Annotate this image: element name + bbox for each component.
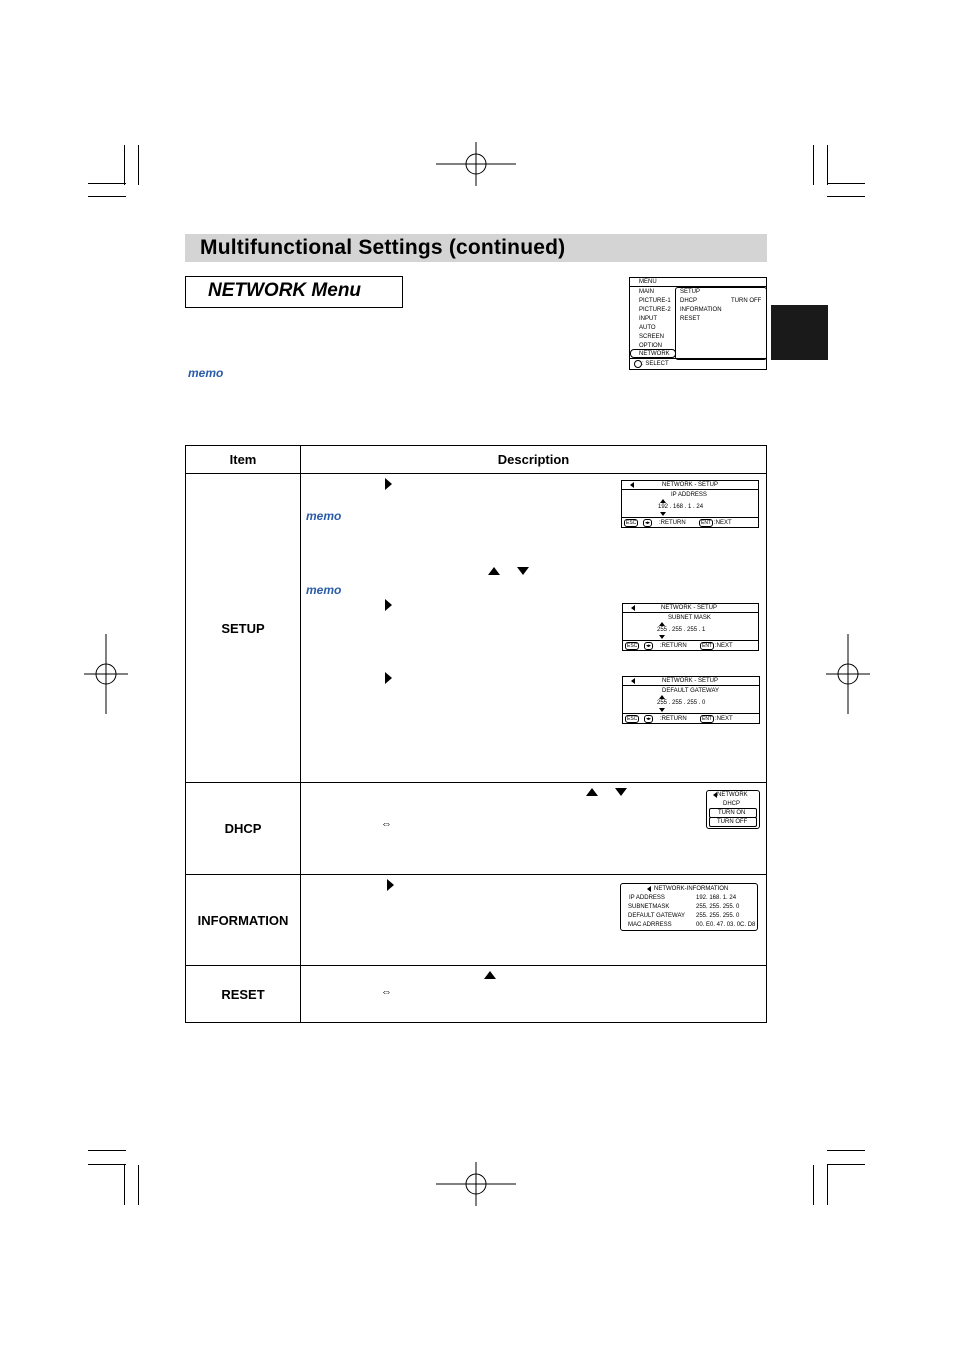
memo-label: memo xyxy=(188,366,224,380)
select-icon xyxy=(634,360,642,368)
osd-info-label-gateway: DEFAULT GATEWAY xyxy=(628,913,686,919)
osd-gateway-value: 255 . 255 . 255 . 0 xyxy=(657,700,706,706)
osd-sub-item-dhcp: DHCP xyxy=(680,298,698,304)
menu-key-icon: ◂▸ xyxy=(645,520,651,526)
osd-ip-title: NETWORK - SETUP xyxy=(662,482,719,488)
menu-key-icon: ◂▸ xyxy=(646,643,652,649)
back-arrow-icon xyxy=(631,678,635,684)
down-arrow-icon xyxy=(659,635,665,639)
osd-menu-item-input: INPUT xyxy=(639,316,657,322)
osd-menu-header: MENU xyxy=(639,279,657,285)
back-arrow-icon xyxy=(647,886,651,892)
osd-ip-label: IP ADDRESS xyxy=(671,492,707,498)
osd-menu-item-network: NETWORK xyxy=(639,351,670,357)
osd-sub-item-information: INFORMATION xyxy=(680,307,722,313)
back-arrow-icon xyxy=(630,482,634,488)
down-arrow-icon xyxy=(659,708,665,712)
esc-key-icon: ESC xyxy=(626,520,637,526)
osd-info-value-subnet: 255. 255. 255. 0 xyxy=(696,904,740,910)
osd-default-gateway xyxy=(622,676,760,724)
row-label-reset: RESET xyxy=(186,966,301,1023)
osd-return-label: :RETURN xyxy=(660,643,687,649)
registration-target-top xyxy=(436,142,516,186)
osd-info-value-gateway: 255. 255. 255. 0 xyxy=(696,913,740,919)
section-title-box xyxy=(185,276,403,308)
menu-key-icon: ◂▸ xyxy=(646,716,652,722)
memo-label-setup-1: memo xyxy=(306,509,342,523)
osd-menu-item-main: MAIN xyxy=(639,289,654,295)
osd-info-value-ip: 192. 168. 1. 24 xyxy=(696,895,737,901)
osd-dhcp xyxy=(706,790,760,829)
osd-next-label: :NEXT xyxy=(714,520,732,526)
registration-target-bottom xyxy=(436,1162,516,1206)
enter-key-icon: ENT xyxy=(702,643,712,649)
enter-key-icon: ENT xyxy=(702,716,712,722)
osd-return-label: :RETURN xyxy=(660,716,687,722)
row-label-dhcp: DHCP xyxy=(186,783,301,875)
osd-dhcp-option-on: TURN ON xyxy=(718,810,746,816)
osd-info-label-mac: MAC ADRRESS xyxy=(628,922,672,928)
registration-target-right xyxy=(826,634,870,714)
main-menu-osd xyxy=(629,277,767,370)
row-description-dhcp xyxy=(301,783,767,875)
esc-key-icon: ESC xyxy=(627,643,638,649)
osd-sub-item-reset: RESET xyxy=(680,316,701,322)
esc-key-icon: ESC xyxy=(627,716,638,722)
back-arrow-icon xyxy=(631,605,635,611)
osd-info-label-subnet: SUBNETMASK xyxy=(628,904,670,910)
osd-sub-item-setup: SETUP xyxy=(680,289,701,295)
osd-dhcp-option-off: TURN OFF xyxy=(717,819,748,825)
osd-menu-item-picture2: PICTURE-2 xyxy=(639,307,671,313)
osd-dhcp-value: TURN OFF xyxy=(731,298,762,304)
osd-gateway-title: NETWORK - SETUP xyxy=(662,678,719,684)
osd-dhcp-title: NETWORK xyxy=(717,792,748,798)
osd-next-label: :NEXT xyxy=(715,716,733,722)
right-arrow-icon xyxy=(385,599,392,611)
osd-subnet-title: NETWORK - SETUP xyxy=(661,605,718,611)
up-arrow-icon xyxy=(488,567,500,575)
osd-subnet-label: SUBNET MASK xyxy=(668,615,711,621)
osd-ip-value: 192 . 168 . 1 . 24 xyxy=(658,504,704,510)
right-arrow-icon xyxy=(387,879,394,891)
osd-menu-item-auto: AUTO xyxy=(639,325,656,331)
down-arrow-icon xyxy=(517,567,529,575)
down-arrow-icon xyxy=(615,788,627,796)
page-title-bar xyxy=(185,234,767,262)
osd-return-label: :RETURN xyxy=(659,520,686,526)
enter-key-icon: ENT xyxy=(701,520,711,526)
up-arrow-icon xyxy=(484,971,496,979)
row-label-setup: SETUP xyxy=(186,474,301,783)
osd-info-title: NETWORK-INFORMATION xyxy=(654,886,729,892)
up-arrow-icon xyxy=(586,788,598,796)
osd-information xyxy=(620,883,758,931)
registration-target-left xyxy=(84,634,128,714)
down-arrow-icon xyxy=(660,512,666,516)
right-arrow-icon xyxy=(385,672,392,684)
chapter-tab xyxy=(771,305,828,360)
osd-subnet-mask xyxy=(622,603,759,651)
swap-arrows-icon: ⇔ xyxy=(381,818,392,830)
right-arrow-icon xyxy=(385,478,392,490)
osd-menu-item-option: OPTION xyxy=(639,343,663,349)
osd-info-value-mac: 00. E0. 47. 03. 0C. D8 xyxy=(696,922,756,928)
osd-menu-item-picture1: PICTURE-1 xyxy=(639,298,671,304)
osd-next-label: :NEXT xyxy=(715,643,733,649)
osd-info-label-ip: IP ADDRESS xyxy=(629,895,665,901)
osd-gateway-label: DEFAULT GATEWAY xyxy=(662,688,720,694)
osd-subnet-value: 255 . 255 . 255 . 1 xyxy=(657,627,706,633)
swap-arrows-icon: ⇔ xyxy=(381,986,392,998)
column-header-item: Item xyxy=(186,446,301,474)
memo-label-setup-2: memo xyxy=(306,583,342,597)
osd-footer: : SELECT xyxy=(642,361,669,367)
column-header-description: Description xyxy=(301,446,767,474)
row-description-reset xyxy=(301,966,767,1023)
osd-menu-item-screen: SCREEN xyxy=(639,334,665,340)
section-title: NETWORK Menu xyxy=(208,280,362,301)
osd-dhcp-label: DHCP xyxy=(723,801,741,807)
settings-table xyxy=(185,445,767,1023)
osd-ip-address xyxy=(621,480,759,528)
page-title: Multifunctional Settings (continued) xyxy=(200,236,566,259)
row-label-information: INFORMATION xyxy=(186,875,301,966)
